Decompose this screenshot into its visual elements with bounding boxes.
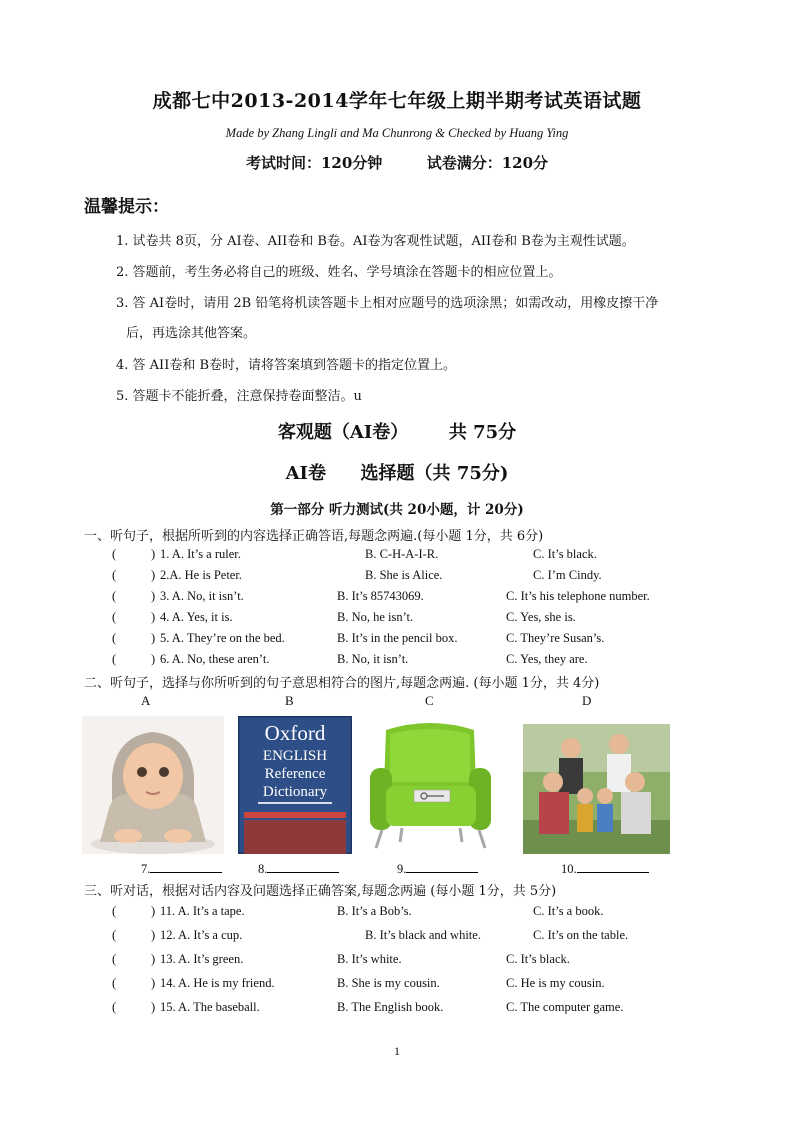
tip-1: 1. 试卷共 8页，分 AI卷、AII卷和 B卷。AI卷为客观性试题，AII卷和 B卷为主观性试题。 [116,234,635,249]
exam-score: 试卷满分：120分 [426,154,549,172]
option-b: B. It’s 85743069. [337,589,424,603]
option-a: 3. A. No, it isn’t. [160,589,244,603]
option-c: C. I’m Cindy. [533,568,602,582]
answer-paren-open: ( [112,652,117,666]
dictionary-word-3: Reference [264,766,326,782]
picture-family [523,724,670,854]
page-title: 成都七中2013-2014学年七年级上期半期考试英语试题 [152,90,642,112]
option-b: B. It’s black and white. [365,928,481,942]
blank-number: 9. [397,862,407,876]
blank-number: 7. [141,862,151,876]
option-b: B. The English book. [337,1000,444,1014]
exam-info [0,152,794,173]
option-a: 12. A. It’s a cup. [160,928,243,942]
tip-3-continued: 后，再选涂其他答案。 [126,326,257,341]
option-b: B. She is my cousin. [337,976,440,990]
answer-paren-close: ) [151,547,156,561]
picture-dictionary [238,716,352,854]
option-c: C. It’s black. [506,952,570,966]
answer-blank-8[interactable] [258,860,339,877]
option-c: C. He is my cousin. [506,976,605,990]
option-b: B. C-H-A-I-R. [365,547,439,561]
option-a: 15. A. The baseball. [160,1000,260,1014]
answer-paren-close: ) [151,928,156,942]
picture-label-a: A [141,693,151,708]
option-b: B. It’s in the pencil box. [337,631,458,645]
answer-paren-open: ( [112,610,117,624]
page-number: 1 [394,1044,400,1058]
answer-paren-close: ) [151,904,156,918]
answer-paren-close: ) [151,610,156,624]
picture-baby [82,716,224,854]
picture-armchair [368,716,493,854]
option-c: C. They’re Susan’s. [506,631,605,645]
answer-paren-close: ) [151,976,156,990]
tip-2: 2. 答题前，考生务必将自己的班级、姓名、学号填涂在答题卡的相应位置上。 [116,265,562,280]
option-c: C. It’s his telephone number. [506,589,650,603]
option-c: C. It’s black. [533,547,597,561]
dictionary-word-2: ENGLISH [262,748,328,764]
option-b: B. She is Alice. [365,568,443,582]
question-group-1-instruction: 一、听句子，根据所听到的内容选择正确答语,每题念两遍.(每小题 1分，共 6分) [84,529,544,544]
tip-5: 5. 答题卡不能折叠，注意保持卷面整洁。u [116,389,362,404]
question-group-2-instruction: 二、听句子，选择与你所听到的句子意思相符合的图片,每题念两遍. (每小题 1分，共 4分) [84,676,600,691]
option-c: C. The computer game. [506,1000,624,1014]
part-1-title: 第一部分 听力测试(共 20小题，计 20分) [270,502,524,518]
section-choice-title [0,459,794,485]
byline: Made by Zhang Lingli and Ma Chunrong & Checked by Huang Ying [225,126,569,140]
answer-paren-close: ) [151,568,156,582]
option-a: 2.A. He is Peter. [160,568,242,582]
picture-label-b: B [285,693,294,708]
exam-time: 考试时间：120分钟 [245,154,383,172]
answer-paren-open: ( [112,589,117,603]
answer-paren-close: ) [151,652,156,666]
answer-blank-7[interactable] [141,860,222,877]
question-group-3-instruction: 三、听对话，根据对话内容及问题选择正确答案,每题念两遍 (每小题 1分，共 5分) [84,884,557,899]
tips-heading: 温馨提示： [84,197,169,217]
answer-paren-close: ) [151,631,156,645]
answer-paren-close: ) [151,589,156,603]
option-a: 11. A. It’s a tape. [160,904,245,918]
section-choice-left: AI卷 [285,463,326,484]
section-objective-left: 客观题（AI卷） [277,422,409,443]
answer-paren-open: ( [112,1000,117,1014]
answer-paren-open: ( [112,904,117,918]
option-b: B. It’s a Bob’s. [337,904,412,918]
answer-blank-10[interactable] [561,860,649,877]
option-a: 13. A. It’s green. [160,952,244,966]
option-a: 6. A. No, these aren’t. [160,652,270,666]
answer-paren-close: ) [151,952,156,966]
tip-4: 4. 答 AII卷和 B卷时，请将答案填到答题卡的指定位置上。 [116,358,457,373]
answer-paren-open: ( [112,976,117,990]
dictionary-word-4: Dictionary [262,784,328,800]
blank-number: 10. [561,862,577,876]
answer-paren-open: ( [112,547,117,561]
section-objective-title [0,418,794,444]
option-a: 5. A. They’re on the bed. [160,631,285,645]
answer-paren-open: ( [112,568,117,582]
option-c: C. It’s on the table. [533,928,629,942]
picture-label-c: C [425,693,434,708]
answer-paren-open: ( [112,631,117,645]
tip-3: 3. 答 AI卷时，请用 2B 铅笔将机读答题卡上相对应题号的选项涂黑；如需改动，用橡皮擦干净 [116,296,659,311]
option-c: C. Yes, she is. [506,610,576,624]
option-a: 14. A. He is my friend. [160,976,275,990]
answer-paren-open: ( [112,928,117,942]
option-c: C. It’s a book. [533,904,604,918]
option-a: 4. A. Yes, it is. [160,610,233,624]
section-objective-right: 共 75分 [448,422,517,443]
answer-paren-close: ) [151,1000,156,1014]
option-b: B. No, it isn’t. [337,652,409,666]
option-a: 1. A. It’s a ruler. [160,547,241,561]
option-b: B. It’s white. [337,952,402,966]
answer-blank-9[interactable] [397,860,478,877]
dictionary-word-1: Oxford [264,721,326,745]
blank-number: 8. [258,862,268,876]
option-b: B. No, he isn’t. [337,610,414,624]
picture-label-d: D [582,693,592,708]
answer-paren-open: ( [112,952,117,966]
section-choice-right: 选择题（共 75分) [360,463,509,484]
option-c: C. Yes, they are. [506,652,588,666]
